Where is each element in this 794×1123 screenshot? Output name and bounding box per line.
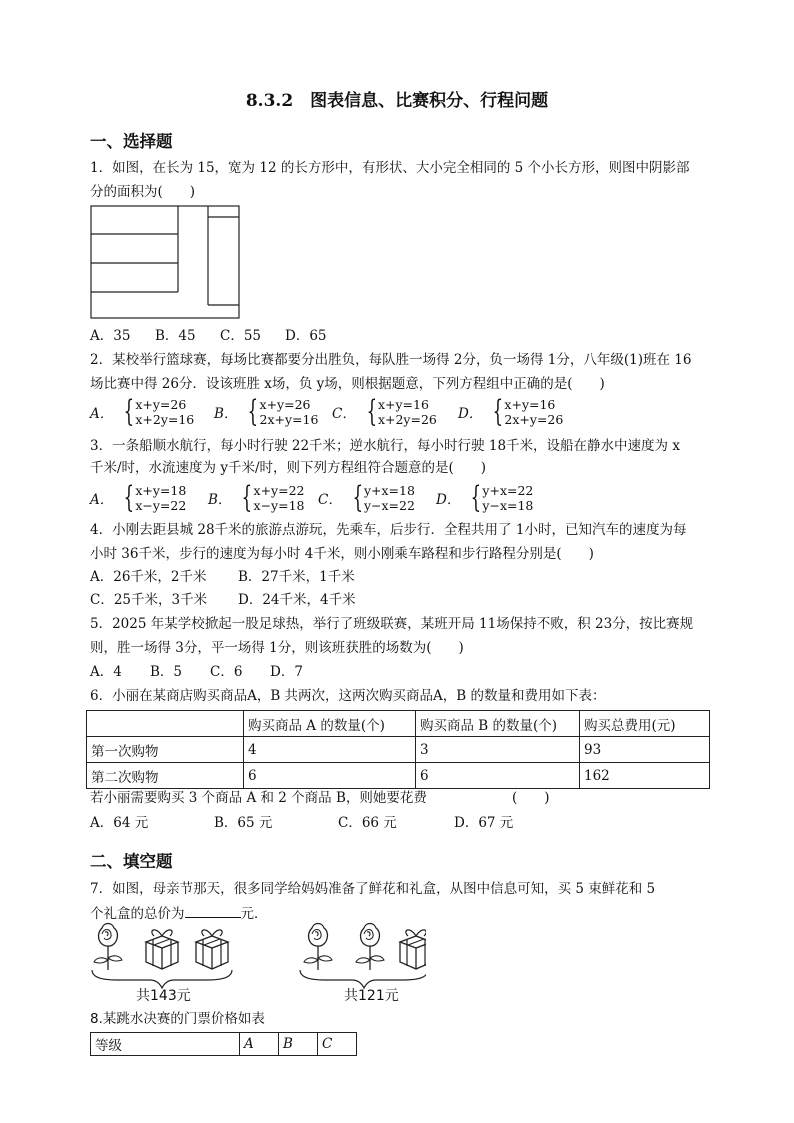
rose-icon [356, 924, 384, 971]
table-cell: 4 [244, 737, 416, 763]
section-heading-fill: 二、填空题 [90, 852, 173, 871]
question-5-line-1: 5．2025 年某学校掀起一股足球热，举行了班级联赛，某班开局 11场保持不败，积 23分，按比赛规 [90, 616, 694, 632]
table-header-cell: 购买总费用(元) [580, 711, 710, 737]
option-d[interactable]: D．65 [285, 328, 327, 344]
option-b[interactable]: B．27千米，1千米 [238, 569, 355, 585]
question-3-line-1: 3．一条船顺水航行，每小时行驶 22千米；逆水航行，每小时行驶 18千米，设船在静水中速度为 x [90, 438, 680, 454]
table-cell: C [318, 1033, 357, 1056]
table-header-cell [87, 711, 244, 737]
table-cell: 93 [580, 737, 710, 763]
option-a[interactable]: A． { x+y=26 x+2y=16 [90, 394, 195, 429]
option-b[interactable]: B． { x+y=22 x−y=18 [208, 480, 305, 515]
rose-icon [304, 924, 332, 971]
question-3-options [90, 480, 534, 515]
question-3-line-2: 千米/时，水流速度为 y千米/时，则下列方程组符合题意的是( ) [90, 460, 487, 476]
question-8-line-1: 8.某跳水决赛的门票价格如表 [90, 1011, 265, 1027]
option-d[interactable]: D． { x+y=16 2x+y=26 [458, 394, 564, 429]
table-cell: 3 [416, 737, 580, 763]
option-a[interactable]: A．26千米，2千米 [90, 569, 207, 585]
option-b[interactable]: B．65 元 [214, 815, 273, 831]
option-d[interactable]: D．24千米，4千米 [238, 592, 356, 608]
option-a[interactable]: A． { x+y=18 x−y=22 [90, 480, 187, 515]
option-a[interactable]: A．64 元 [90, 815, 149, 831]
option-a[interactable]: A．4 [90, 664, 122, 680]
option-b[interactable]: B．45 [155, 328, 196, 344]
gift-box-icon [146, 930, 178, 969]
table-cell: 6 [416, 763, 580, 789]
option-c[interactable]: C．66 元 [338, 815, 397, 831]
purchase-table [86, 710, 710, 789]
question-7-line-1: 7．如图，母亲节那天，很多同学给妈妈准备了鲜花和礼盒，从图中信息可知，买 5 束鲜花和 5 [90, 881, 656, 897]
section-heading-choice: 一、选择题 [90, 132, 173, 151]
option-b[interactable]: B．5 [150, 664, 183, 680]
option-c[interactable]: C．55 [220, 328, 262, 344]
question-5-options [90, 664, 303, 680]
left-group-total: 共143元 [136, 988, 191, 1004]
table-cell: 第一次购物 [87, 737, 244, 763]
answer-paren: ( ) [512, 790, 550, 806]
rectangles-figure [90, 205, 242, 319]
table-cell: 第二次购物 [87, 763, 244, 789]
page-title: 8.3.2 图表信息、比赛积分、行程问题 [245, 91, 549, 111]
table-header-cell: 购买商品 A 的数量(个) [244, 711, 416, 737]
answer-blank[interactable] [185, 905, 241, 918]
option-c[interactable]: C．6 [210, 664, 243, 680]
table-cell: 等级 [91, 1033, 240, 1056]
table-cell: A [240, 1033, 279, 1056]
option-a[interactable]: A．35 [90, 328, 131, 344]
question-5-line-2: 则，胜一场得 3分，平一场得 1分，则该班获胜的场数为( ) [90, 640, 464, 656]
question-6-line-1: 6．小丽在某商店购买商品A，B 共两次，这两次购买商品A，B 的数量和费用如下表： [90, 688, 606, 704]
table-row [87, 737, 710, 763]
option-b[interactable]: B． { x+y=26 2x+y=16 [214, 394, 319, 429]
question-4-line-1: 4．小刚去距县城 28千米的旅游点游玩，先乘车，后步行．全程共用了 1小时，已知汽车的速度为每 [90, 522, 687, 538]
question-7-line-2: 个礼盒的总价为 元． [90, 906, 268, 922]
option-c[interactable]: C．25千米，3千米 [90, 592, 208, 608]
table-row [87, 763, 710, 789]
option-c[interactable]: C． { x+y=16 x+2y=26 [332, 394, 437, 429]
question-1-line-1: 1．如图，在长为 15，宽为 12 的长方形中，有形状、大小完全相同的 5 个小长方形，则图中阴影部 [90, 160, 690, 176]
question-4-options-row-1 [90, 569, 355, 585]
table-cell: B [279, 1033, 318, 1056]
table-header-row [87, 711, 710, 737]
question-1-line-2: 分的面积为( ) [90, 184, 196, 200]
question-6-options [90, 815, 513, 831]
question-4-line-2: 小时 36千米，步行的速度为每小时 4千米，则小刚乘车路程和步行路程分别是( ) [90, 546, 594, 562]
table-header-cell: 购买商品 B 的数量(个) [416, 711, 580, 737]
table-row [91, 1033, 357, 1056]
option-d[interactable]: D．7 [270, 664, 303, 680]
option-d[interactable]: D．67 元 [454, 815, 514, 831]
option-d[interactable]: D． { y+x=22 y−x=18 [436, 480, 534, 515]
gift-box-icon [196, 930, 228, 969]
question-2-options [90, 394, 564, 429]
question-2-line-1: 2．某校举行篮球赛，每场比赛都要分出胜负，每队胜一场得 2分，负一场得 1分，八年级(1)班在 16 [90, 352, 692, 368]
table-cell: 162 [580, 763, 710, 789]
question-6-line-2: 若小丽需要购买 3 个商品 A 和 2 个商品 B，则她要花费 [90, 790, 427, 806]
question-1-options [90, 328, 327, 344]
option-c[interactable]: C． { y+x=18 y−x=22 [318, 480, 415, 515]
outer-rectangle [91, 206, 239, 318]
right-group-total: 共121元 [344, 988, 399, 1004]
question-2-line-2: 场比赛中得 26分．设该班胜 x场，负 y场，则根据题意，下列方程组中正确的是( ) [90, 376, 605, 392]
gift-box-icon [400, 930, 426, 969]
ticket-price-table [90, 1032, 357, 1056]
rose-icon [94, 924, 122, 971]
question-4-options-row-2 [90, 592, 356, 608]
table-cell: 6 [244, 763, 416, 789]
